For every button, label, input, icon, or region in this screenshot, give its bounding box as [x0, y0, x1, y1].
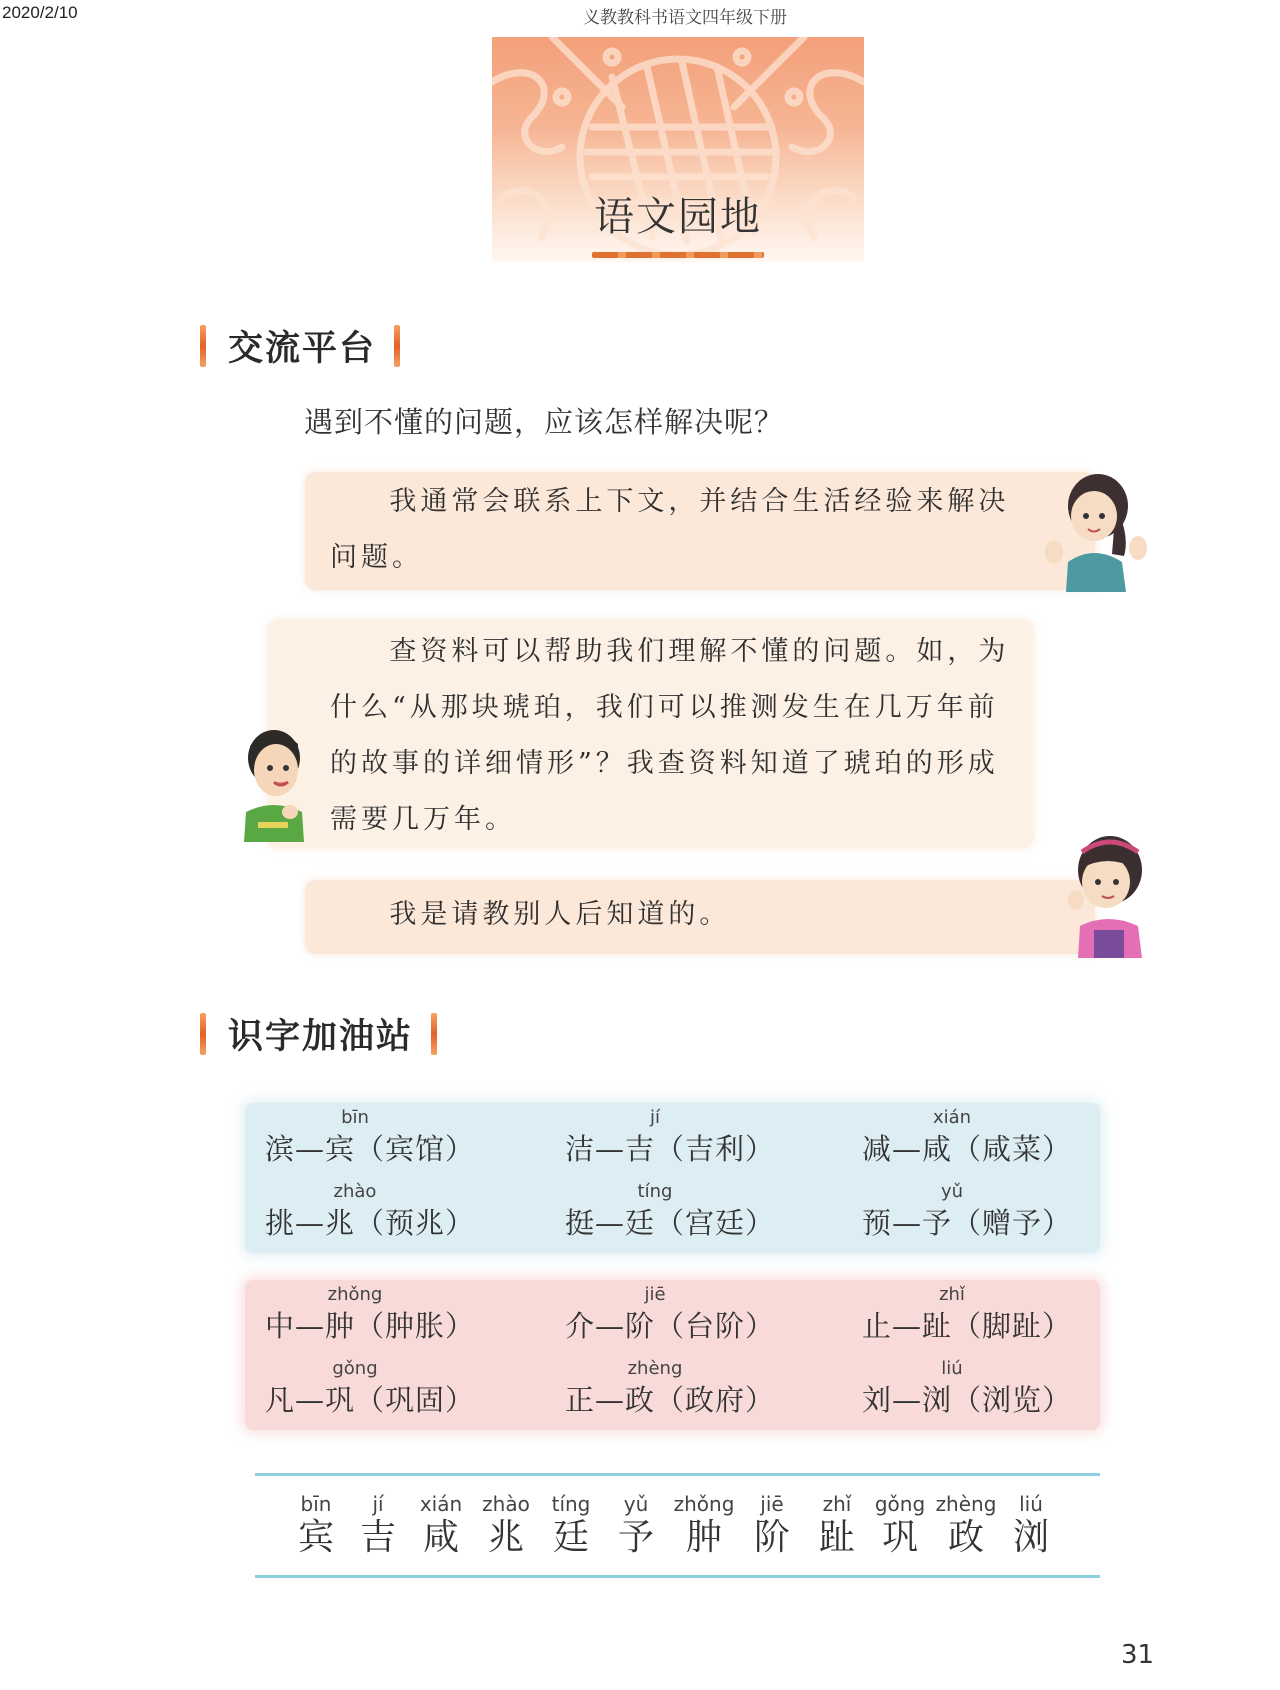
character-entry [265, 1181, 565, 1251]
speech-bubble-2 [268, 620, 1033, 848]
pinyin: jiē [644, 1284, 666, 1305]
character: 肿 [685, 1517, 722, 1558]
character-pair: 介—阶（台阶） [565, 1309, 776, 1343]
strip-character [474, 1492, 538, 1560]
pinyin: zhǐ [822, 1492, 852, 1516]
discussion-question: 遇到不懂的问题，应该怎样解决呢？ [304, 405, 785, 439]
character: 吉 [359, 1517, 396, 1558]
pinyin: jiē [760, 1492, 784, 1516]
strip-character [346, 1492, 410, 1560]
character-pair: 减—咸（咸菜） [862, 1132, 1073, 1166]
pinyin: yǔ [623, 1492, 649, 1516]
heading-bar-left [200, 1013, 206, 1055]
strip-character [934, 1492, 998, 1560]
character-pair: 预—予（赠予） [862, 1206, 1073, 1240]
strip-character [539, 1492, 603, 1560]
character-entry [565, 1284, 865, 1354]
speech-bubble-3 [305, 880, 1095, 954]
strip-character [284, 1492, 348, 1560]
pinyin: zhèng [627, 1358, 683, 1379]
girl-pink-character-icon [1058, 830, 1158, 958]
girl-character-icon [1040, 466, 1150, 592]
title-underline [592, 252, 764, 258]
pinyin: jí [649, 1107, 660, 1128]
heading-bar-left [200, 325, 206, 367]
strip-character [409, 1492, 473, 1560]
character-panel-blue [245, 1103, 1100, 1253]
character: 趾 [818, 1517, 855, 1558]
pinyin: liú [1019, 1492, 1043, 1516]
character-entry [265, 1358, 565, 1428]
strip-character [805, 1492, 869, 1560]
bubble-text: 我通常会联系上下文，并结合生活经验来解决问题。 [330, 486, 1010, 573]
bubble-text: 查资料可以帮助我们理解不懂的问题。如，为什么“从那块琥珀，我们可以推测发生在几万年前的故事的详细情形”？我查资料知道了琥珀的形成需要几万年。 [330, 636, 1010, 835]
pinyin: bīn [300, 1492, 332, 1516]
character: 廷 [552, 1517, 589, 1558]
strip-bottom-rule [255, 1575, 1100, 1578]
print-header-title: 义教教科书语文四年级下册 [583, 8, 787, 27]
pinyin: xián [419, 1492, 463, 1516]
character-pair: 滨—宾（宾馆） [265, 1132, 476, 1166]
speech-bubble-1 [305, 472, 1095, 590]
character: 阶 [753, 1517, 790, 1558]
character-pair: 洁—吉（吉利） [565, 1132, 776, 1166]
character-entry [862, 1181, 1162, 1251]
character-entry [565, 1181, 865, 1251]
pinyin: zhǐ [939, 1284, 965, 1305]
character-entry [265, 1107, 565, 1177]
section-heading-literacy [200, 1010, 437, 1058]
strip-character [672, 1492, 736, 1560]
character-entry [862, 1358, 1162, 1428]
pinyin: gǒng [332, 1358, 378, 1379]
pinyin: zhèng [935, 1492, 997, 1516]
chapter-title: 语文园地 [594, 194, 762, 240]
character-pair: 挺—廷（宫廷） [565, 1206, 776, 1240]
pinyin: tíng [551, 1492, 591, 1516]
character: 咸 [422, 1517, 459, 1558]
pinyin: zhào [482, 1492, 530, 1516]
heading-bar-right [394, 325, 400, 367]
pinyin: jí [372, 1492, 384, 1516]
strip-character [868, 1492, 932, 1560]
pinyin: zhǒng [327, 1284, 383, 1305]
section-title: 交流平台 [228, 329, 377, 369]
character-panel-pink [245, 1280, 1100, 1430]
strip-character [740, 1492, 804, 1560]
character-entry [265, 1284, 565, 1354]
strip-top-rule [255, 1473, 1100, 1476]
character-pair: 正—政（政府） [565, 1383, 776, 1417]
character-entry [862, 1284, 1162, 1354]
character: 巩 [881, 1517, 918, 1558]
character: 兆 [487, 1517, 524, 1558]
character-pair: 中—肿（肿胀） [265, 1309, 476, 1343]
character-entry [565, 1107, 865, 1177]
character: 浏 [1012, 1517, 1049, 1558]
character: 宾 [297, 1517, 334, 1558]
section-title: 识字加油站 [228, 1017, 414, 1057]
pinyin: tíng [637, 1181, 673, 1202]
character: 政 [947, 1517, 984, 1558]
character: 予 [617, 1517, 654, 1558]
pinyin: xián [932, 1107, 972, 1128]
character-pair: 刘—浏（浏览） [862, 1383, 1073, 1417]
character-pair: 挑—兆（预兆） [265, 1206, 476, 1240]
character-entry [862, 1107, 1162, 1177]
character-pair: 止—趾（脚趾） [862, 1309, 1073, 1343]
heading-bar-right [431, 1013, 437, 1055]
page-number: 31 [1121, 1640, 1155, 1670]
pinyin: gǒng [874, 1492, 926, 1516]
pinyin: liú [941, 1358, 963, 1379]
pinyin: zhào [333, 1181, 377, 1202]
print-date: 2020/2/10 [2, 3, 78, 22]
character-pair: 凡—巩（巩固） [265, 1383, 476, 1417]
character-entry [565, 1358, 865, 1428]
pinyin: bīn [341, 1107, 369, 1128]
pinyin: yǔ [940, 1181, 964, 1202]
boy-character-icon [238, 722, 308, 842]
strip-character [604, 1492, 668, 1560]
bubble-text: 我是请教别人后知道的。 [389, 899, 731, 930]
chapter-banner [492, 37, 864, 262]
pinyin: zhǒng [673, 1492, 735, 1516]
section-heading-exchange [200, 322, 400, 370]
strip-character [999, 1492, 1063, 1560]
